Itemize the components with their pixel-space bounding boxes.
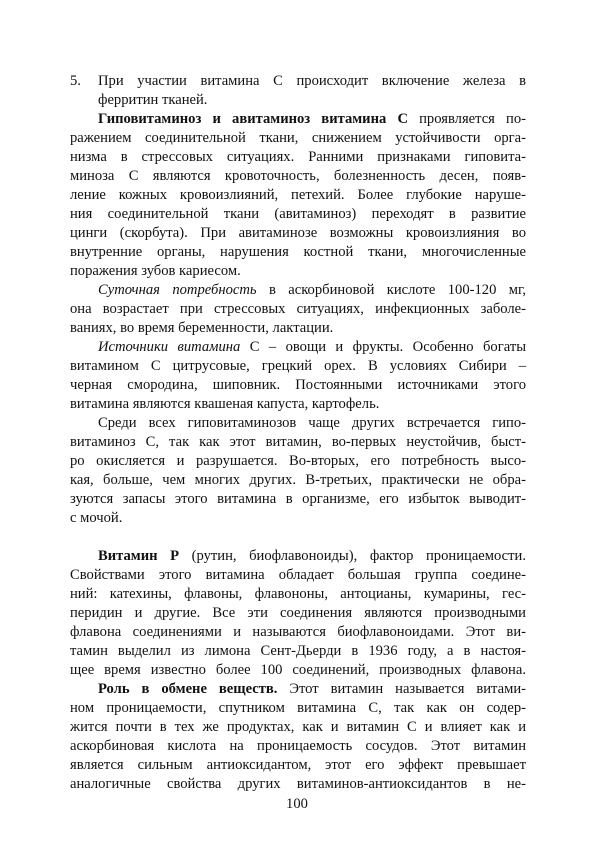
page-number: 100 <box>286 796 308 812</box>
text-line: аналогичные свойства других витаминов-антиоксидантов в не- <box>70 776 526 792</box>
text-line: с мочой. <box>70 510 123 526</box>
text-line: Свойствами этого витамина обладает большая группа соедине- <box>70 567 526 583</box>
text-line: зуются запасы этого витамина в организме, его избыток выводит- <box>70 491 526 507</box>
text-line: поражения зубов кариесом. <box>70 263 241 279</box>
text-line: витаминоз С, так как этот витамин, во-первых неустойчив, быст- <box>70 434 526 450</box>
text-line: витамина являются квашеная капуста, картофель. <box>70 396 380 412</box>
text-line: аскорбиновая кислота на проницаемость сосудов. Этот витамин <box>70 738 526 754</box>
text-line: она возрастает при стрессовых ситуациях, инфекционных заболе- <box>70 301 526 317</box>
text-line: тамин выделил из лимона Сент-Дьерди в 1936 году, а в настоя- <box>70 643 526 659</box>
text-line: ражением соединительной ткани, снижением устойчивости орга- <box>70 130 526 146</box>
text-line: низма в стрессовых ситуациях. Ранними признаками гиповита- <box>70 149 526 165</box>
italic-term: Источники витамина <box>98 339 241 355</box>
text-line: ном проницаемости, спутником витамина С, так как он содер- <box>70 700 526 716</box>
text-line: является сильным антиоксидантом, этот его эффект превышает <box>70 757 526 773</box>
bold-heading: Гиповитаминоз и авитаминоз витамина С <box>98 111 408 127</box>
text-line: ление кожных кровоизлияний, петехий. Более глубокие наруше- <box>70 187 526 203</box>
paragraph-start: Суточная потребность в аскорбиновой кислоте 100-120 мг, <box>98 282 527 298</box>
text-line: жится почти в тех же продуктах, как и витамин С и влияет как и <box>70 719 526 735</box>
paragraph-start: Источники витамина С – овощи и фрукты. Особенно богаты <box>98 339 526 355</box>
text-line: цинги (скорбута). При авитаминозе возможны кровоизлияния во <box>70 225 526 241</box>
paragraph-start: Гиповитаминоз и авитаминоз витамина С проявляется по- <box>98 111 526 127</box>
bold-heading: Витамин Р <box>98 548 180 564</box>
text-line: ния соединительной ткани (авитаминоз) переходят в развитие <box>70 206 526 222</box>
text-line: кая, больше, чем многих других. В-третьих, практически не обра- <box>70 472 526 488</box>
text-line: черная смородина, шиповник. Постоянными источниками этого <box>70 377 526 393</box>
paragraph-start: Роль в обмене веществ. Этот витамин называется витами- <box>98 681 526 697</box>
text-line: щее время известно более 100 соединений, производных флавона. <box>70 662 526 678</box>
text-line: внутренние органы, нарушения костной ткани, многочисленные <box>70 244 526 260</box>
text-line: миноза С являются кровоточность, болезненность десен, появ- <box>70 168 526 184</box>
list-number: 5. <box>70 73 81 89</box>
paragraph-start: Витамин Р (рутин, биофлавоноиды), фактор проницаемости. <box>98 548 526 564</box>
text-line: ваниях, во время беременности, лактации. <box>70 320 334 336</box>
text-line: перидин и другие. Все эти соединения являются производными <box>70 605 526 621</box>
text-line: При участии витамина С происходит включение железа в <box>98 73 526 89</box>
text-line: ний: катехины, флавоны, флавононы, антоцианы, кумарины, гес- <box>70 586 526 602</box>
text-line: ферритин тканей. <box>98 92 208 108</box>
text-line: флавона соединениями и называются биофлавоноидами. Этот ви- <box>70 624 526 640</box>
text-line: ро окисляется и разрушается. Во-вторых, его потребность высо- <box>70 453 526 469</box>
italic-term: Суточная потребность <box>98 282 257 298</box>
text-line: витамином С цитрусовые, грецкий орех. В условиях Сибири – <box>70 358 526 374</box>
paragraph-start: Среди всех гиповитаминозов чаще других встречается гипо- <box>98 415 526 431</box>
bold-heading: Роль в обмене веществ. <box>98 681 278 697</box>
